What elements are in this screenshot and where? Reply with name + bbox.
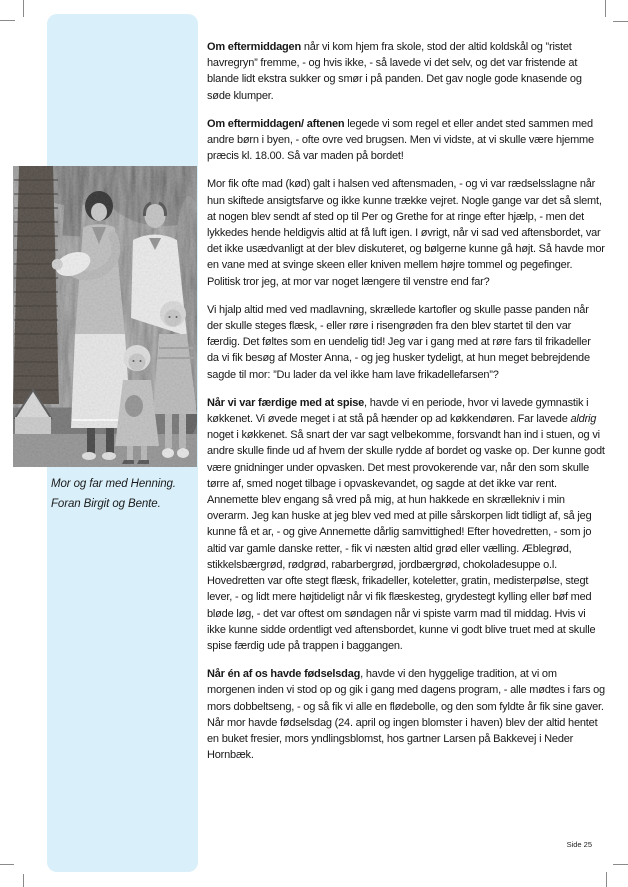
text-run: Vi hjalp altid med ved madlavning, skrællede kartofler og skulle passe panden når der skulle steges flæsk, - eller røre i risengrøden fra den blev startet til den var færdig. Det føltes som en uendelig tid! Jeg var i gang med at røre fars til frikadeller da vi fik besøg af Moster Anna, - og jeg husker tydeligt, at hun meget bebrejdende sagde til mor: ”Du lader da vel ikke ham lave frikadellefarsen”? <box>207 303 591 381</box>
page-number: Side 25 <box>566 840 592 849</box>
text-run: Når én af os havde fødselsdag <box>207 668 361 681</box>
crop-mark <box>23 874 24 887</box>
text-run: Om eftermiddagen/ aftenen <box>207 117 345 130</box>
photo-caption-line-1: Mor og far med Henning. <box>51 478 176 490</box>
text-run: , havde vi den hyggelige tradition, at vi om morgenen inden vi stod op og gik i gang med dagens program, - alle mødtes i fars og mors dobbeltseng, - og så fik vi alle en flødebolle, og den som fyldte år fik sine gaver. Når mor havde fødselsdag (24. april og ingen blomster i haven) blev der altid hentet en buket fresier, mors yndlingsblomst, hos gartner Larsen på Bakkevej i Neder Hornbæk. <box>207 668 605 762</box>
text-run: noget i køkkenet. Så snart der var sagt velbekomme, forsvandt han ind i stuen, og vi andre skulle finde ud af hvem der skulle rydde af bordet og vaske op. Der kunne godt være gnidninger under opvasken. Det mest provokerende var, når den som skulle tørre af, smed noget tilbage i opvaskevandet, og sagde at det ikke var rent. Annemette blev engang så vred på mig, at hun hakkede en skrællekniv i min overarm. Jeg kan huske at jeg blev ved med at pille sårskorpen lidt tidligt af, så jeg kunne få et ar, - og give Annemette dårlig samvittighed! Efter hovedretten, - som jo altid var gamle danske retter, - fik vi næsten altid grød eller vælling. Æblegrød, stikkelsbærgrød, rødgrød, rabarbergrød, jordbærgrød, chokoladesuppe o.l. Hovedretten var ofte stegt flæsk, frikadeller, koteletter, gratin, medisterpølse, stegt lever, - og lidt mere højtideligt når vi fik flæskesteg, grydestegt kylling eller bøf med bløde løg, - det var oftest om søndagen når vi spiste varm mad til middag. Hvis vi ikke kunne sidde ordentligt ved aftensbordet, kunne vi godt blive truet med at skulle spise færdig ude på trappen i baggangen. <box>207 429 605 652</box>
crop-mark <box>613 21 628 22</box>
crop-mark <box>0 20 15 21</box>
crop-mark <box>606 872 607 887</box>
text-run: Mor fik ofte mad (kød) galt i halsen ved aftensmaden, - og vi var rædselsslagne når hun skiftede ansigtsfarve og ikke kunne trække vejret. Nogle gange var det så slemt, at nogen blev sendt af sted op til Per og Grethe for at ringe efter hjælp, - men det lykkedes hende heldigvis altid at få luft igen. I øvrigt, når vi sad ved aftensbordet, var det ikke usædvanligt at der blev diskuteret, og bølgerne kunne gå højt. Så havde mor en vane med at svinge skeen eller kniven mellem højre tommel og pegefinger. Politisk tror jeg, at mor var noget længere til venstre end far? <box>207 178 605 288</box>
text-run: legede vi som regel et eller andet sted sammen med andre børn i byen, - ofte ovre ved brugsen. Men vi vidste, at vi skulle være hjemme præcis kl. 18.00. Så var maden på bordet! <box>207 117 594 163</box>
paragraph <box>207 176 605 289</box>
text-run: aldrig <box>570 413 597 426</box>
text-run: Om eftermiddagen <box>207 41 301 53</box>
text-run: når vi kom hjem fra skole, stod der altid koldskål og ”ristet havregryn” fremme, - og hvis ikke, - så lavede vi det selv, og det var fristende at blande lidt ekstra sukker og smør i på panden. Det gav nogle gode knasende og søde klumper. <box>207 41 582 102</box>
paragraph <box>207 302 605 383</box>
paragraph <box>207 39 605 104</box>
family-photo <box>13 166 197 467</box>
paragraph <box>207 395 605 654</box>
photo-caption <box>51 474 193 514</box>
crop-mark <box>605 0 606 17</box>
photo-caption-line-2: Foran Birgit og Bente. <box>51 498 161 510</box>
text-run: , havde vi en periode, hvor vi lavede gymnastik i køkkenet. Vi øvede meget i at stå på hænder op ad køkkendøren. Far lavede <box>207 396 589 426</box>
crop-mark <box>0 864 14 865</box>
crop-mark <box>613 864 628 865</box>
crop-mark <box>23 0 24 17</box>
paragraph <box>207 116 605 165</box>
text-run: Når vi var færdige med at spise <box>207 396 365 409</box>
body-text <box>207 39 605 775</box>
paragraph <box>207 666 605 763</box>
family-photo-image <box>13 166 197 467</box>
